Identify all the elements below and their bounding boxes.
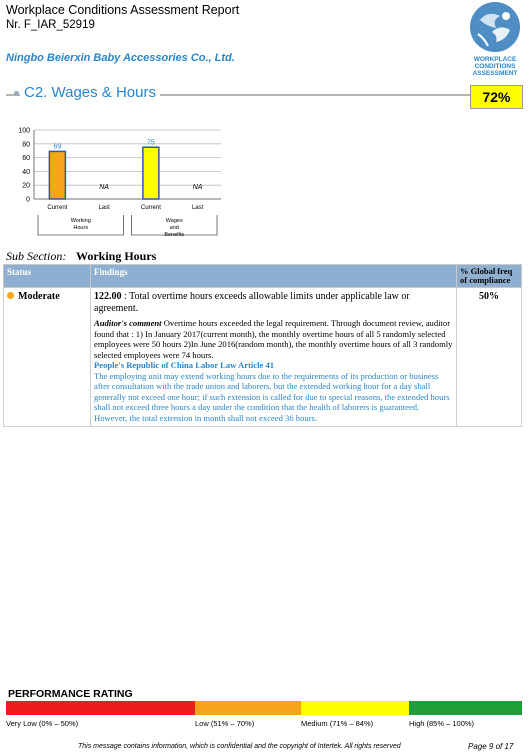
subsection-label: Sub Section: bbox=[6, 249, 67, 263]
group-label: Benefits bbox=[164, 232, 185, 238]
rating-segment-high bbox=[409, 701, 522, 715]
subsection-name: Working Hours bbox=[76, 249, 157, 263]
status-header: Status bbox=[4, 265, 91, 288]
bar bbox=[49, 151, 65, 199]
bar-category-label: Last bbox=[191, 205, 204, 211]
global-compliance-header: % Global freq of compliance bbox=[457, 265, 522, 288]
page-number: Page 9 of 17 bbox=[468, 742, 514, 751]
bar-value-label: 69 bbox=[53, 143, 62, 151]
bar-na-label: NA bbox=[99, 184, 109, 191]
section-bullet bbox=[14, 91, 19, 96]
auditor-comment-label: Auditor's comment bbox=[94, 318, 162, 328]
section-score-badge: 72% bbox=[470, 85, 523, 109]
bar-value-label: 75 bbox=[146, 139, 155, 147]
y-tick-label: 100 bbox=[18, 127, 30, 135]
logo-text-line3: ASSESSMENT bbox=[472, 70, 518, 77]
bar-na-label: NA bbox=[192, 184, 203, 191]
group-label: Wages bbox=[165, 218, 183, 224]
finding-text bbox=[94, 291, 453, 315]
bar-category-label: Last bbox=[98, 205, 110, 211]
logo-text-line1: WORKPLACE bbox=[473, 56, 517, 63]
group-label: Working bbox=[70, 218, 91, 224]
performance-rating-bar bbox=[6, 701, 522, 715]
report-number: Nr. F_IAR_52919 bbox=[6, 19, 95, 31]
finding-code: 122.00 bbox=[94, 291, 122, 302]
y-tick-label: 40 bbox=[22, 168, 30, 176]
findings-cell bbox=[91, 288, 457, 427]
confidentiality-notice: This message contains information, which is confidential and the copyright of Intertek. All rights reserved bbox=[78, 743, 401, 750]
status-dot-icon bbox=[7, 292, 14, 299]
section-title: C2. Wages & Hours bbox=[20, 84, 160, 101]
auditor-comment-text: Overtime hours exceeded the legal requirement. Through document review, auditor found that : 1) In January 2017(current month), the monthly overtime hours of all 5 randomly selected employees were 50 hours 2)In June 2016(random month), the monthly overtime hours of all 3 randomly selected employees were 74 hours. bbox=[94, 318, 453, 360]
y-tick-label: 60 bbox=[22, 155, 30, 163]
rating-segment-low bbox=[195, 701, 301, 715]
company-name: Ningbo Beierxin Baby Accessories Co., Ltd. bbox=[6, 52, 235, 64]
rating-label-low: Low (51% – 70%) bbox=[195, 719, 255, 728]
auditor-comment bbox=[94, 318, 453, 360]
bar-category-label: Current bbox=[47, 205, 68, 211]
y-tick-label: 0 bbox=[26, 196, 30, 204]
global-compliance-value: 50% bbox=[457, 288, 522, 427]
law-reference-text: The employing unit may extend working hours due to the requirements of its production or business after consultation with the trade union and laborers, but the extended working hour for a day shall generally not exceed one hour; if such extension is called for due to special reasons, the extended hours shall not exceed three hours a day under the condition that the health of laborers is guaranteed. However, the total extension in month shall not exceed 36 hours. bbox=[94, 370, 450, 423]
report-title: Workplace Conditions Assessment Report bbox=[6, 3, 240, 17]
status-text: Moderate bbox=[18, 291, 60, 302]
group-label: Hours bbox=[73, 225, 89, 231]
findings-header: Findings bbox=[91, 265, 457, 288]
table-header-row bbox=[4, 265, 522, 288]
status-cell bbox=[4, 288, 91, 427]
rating-segment-very-low bbox=[6, 701, 195, 715]
rating-label-medium: Medium (71% – 84%) bbox=[301, 719, 374, 728]
bar bbox=[143, 147, 159, 199]
logo-text-line2: CONDITIONS bbox=[474, 63, 516, 70]
findings-table bbox=[3, 264, 522, 427]
logo-emblem-icon bbox=[470, 2, 520, 52]
y-tick-label: 80 bbox=[22, 141, 30, 149]
performance-rating-title: PERFORMANCE RATING bbox=[8, 688, 133, 700]
table-row bbox=[4, 288, 522, 427]
score-bar-chart bbox=[6, 122, 246, 242]
rating-label-very-low: Very Low (0% – 50%) bbox=[6, 719, 79, 728]
y-tick-label: 20 bbox=[22, 182, 30, 190]
rating-label-high: High (85% – 100%) bbox=[409, 719, 475, 728]
finding-description: : Total overtime hours exceeds allowable limits under applicable law or agreement. bbox=[94, 291, 410, 314]
rating-segment-medium bbox=[301, 701, 409, 715]
law-reference-title: People's Republic of China Labor Law Article 41 bbox=[94, 360, 275, 370]
wca-logo bbox=[462, 2, 528, 82]
bar-category-label: Current bbox=[140, 205, 161, 211]
group-label: and bbox=[169, 225, 179, 231]
